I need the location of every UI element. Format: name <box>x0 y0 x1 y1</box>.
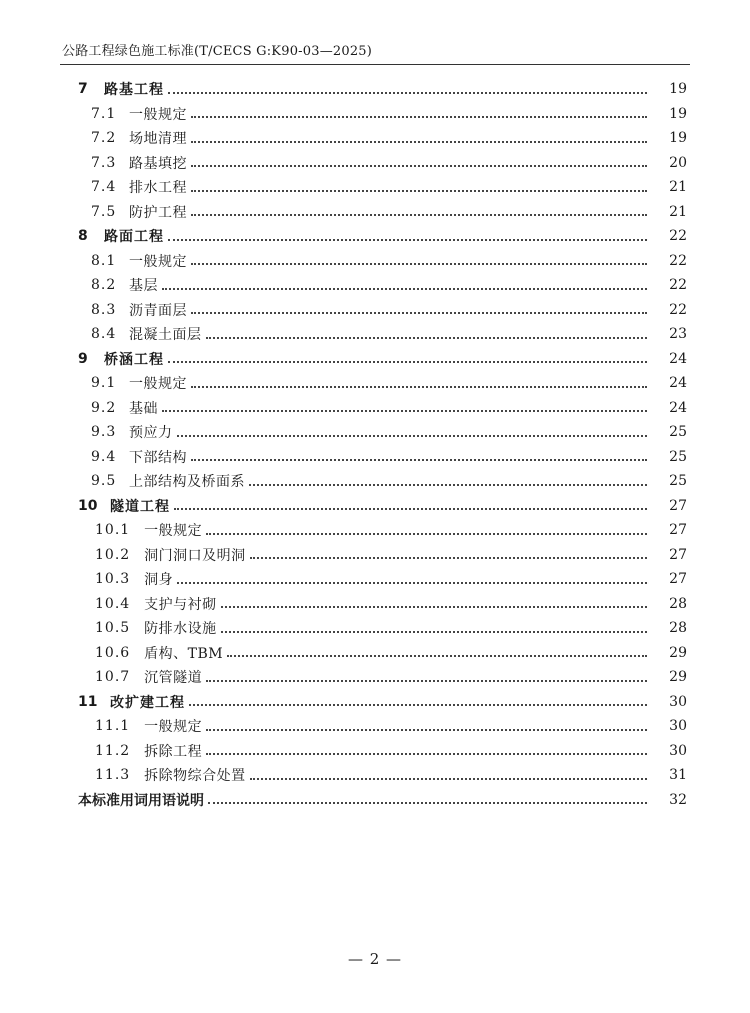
dot-leader <box>221 630 647 633</box>
toc-entry-title: 一般规定 <box>129 376 187 393</box>
toc-chapter-entry[interactable] <box>0 494 750 519</box>
toc-entry-title: 盾构、TBM <box>144 645 224 662</box>
header-title: 公路工程绿色施工标准(T/CECS G:K90-03—2025) <box>62 44 373 59</box>
toc-entry-title: 防排水设施 <box>144 621 217 638</box>
toc-entry-number: 7.4 <box>91 179 117 196</box>
dot-leader <box>206 336 648 339</box>
toc-entry-number: 10 <box>78 497 98 514</box>
dot-leader <box>191 164 647 167</box>
toc-entry-title: 上部结构及桥面系 <box>129 474 245 491</box>
toc-section-entry[interactable] <box>0 200 750 225</box>
toc-entry-title: 路面工程 <box>104 229 164 246</box>
toc-section-entry[interactable] <box>0 763 750 788</box>
toc-entry-title: 排水工程 <box>129 180 187 197</box>
toc-entry-page: 30 <box>669 742 687 759</box>
toc-entry-title: 隧道工程 <box>110 498 170 515</box>
toc-entry-page: 29 <box>669 644 687 661</box>
toc-entry-page: 31 <box>669 767 687 784</box>
toc-entry-title: 洞门洞口及明洞 <box>144 547 246 564</box>
dot-leader <box>206 728 647 731</box>
toc-entry-title: 桥涵工程 <box>104 351 164 368</box>
dot-leader <box>191 140 647 143</box>
toc-entry-page: 25 <box>669 424 687 441</box>
dot-leader <box>191 311 647 314</box>
dot-leader <box>177 581 647 584</box>
toc-entry-number: 10.7 <box>95 669 131 686</box>
toc-section-entry[interactable] <box>0 322 750 347</box>
toc-entry-title: 改扩建工程 <box>110 694 185 711</box>
dot-leader <box>250 556 647 559</box>
toc-entry-page: 27 <box>669 497 687 514</box>
dot-leader <box>208 801 647 804</box>
dot-leader <box>206 532 647 535</box>
toc-section-entry[interactable] <box>0 298 750 323</box>
toc-entry-title: 混凝土面层 <box>129 327 202 344</box>
dot-leader <box>189 703 647 706</box>
dot-leader <box>191 189 647 192</box>
toc-entry-title: 场地清理 <box>129 131 187 148</box>
toc-entry-page: 27 <box>669 546 687 563</box>
dot-leader <box>249 483 647 486</box>
toc-entry-title: 支护与衬砌 <box>144 596 217 613</box>
toc-entry-page: 32 <box>669 791 687 808</box>
toc-entry-title: 一般规定 <box>144 719 203 736</box>
toc-entry-number: 11.3 <box>95 767 131 784</box>
toc-entry-number: 9.5 <box>91 473 117 490</box>
toc-entry-title: 防护工程 <box>129 204 187 221</box>
dot-leader <box>168 360 647 363</box>
toc-entry-number: 9.3 <box>91 424 117 441</box>
dot-leader <box>162 287 647 290</box>
toc-entry-number: 8.1 <box>91 252 117 269</box>
toc-section-entry[interactable] <box>0 445 750 470</box>
toc-entry-page: 21 <box>669 179 687 196</box>
toc-entry-title: 路基填挖 <box>129 155 187 172</box>
toc-entry-title: 拆除物综合处置 <box>144 768 246 785</box>
toc-section-entry[interactable] <box>0 714 750 739</box>
toc-entry-number: 7.2 <box>91 130 117 147</box>
dot-leader <box>168 238 647 241</box>
toc-section-entry[interactable] <box>0 665 750 690</box>
toc-entry-number: 10.1 <box>95 522 131 539</box>
toc-section-entry[interactable] <box>0 616 750 641</box>
toc-section-entry[interactable] <box>0 151 750 176</box>
toc-chapter-entry[interactable] <box>0 690 750 715</box>
toc-entry-page: 28 <box>669 620 687 637</box>
toc-entry-number: 8.4 <box>91 326 117 343</box>
toc-entry-page: 19 <box>669 81 687 98</box>
toc-entry-number: 9.1 <box>91 375 117 392</box>
toc-entry-title: 一般规定 <box>129 106 187 123</box>
toc-entry-title: 路基工程 <box>104 82 164 99</box>
page-number: — 2 — <box>347 950 403 968</box>
toc-section-entry[interactable] <box>0 102 750 127</box>
toc-entry-page: 22 <box>669 301 687 318</box>
toc-entry-page: 30 <box>669 693 687 710</box>
dot-leader <box>191 458 647 461</box>
toc-entry-page: 30 <box>669 718 687 735</box>
dot-leader <box>250 777 647 780</box>
toc-section-entry[interactable] <box>0 249 750 274</box>
toc-entry-number: 8.2 <box>91 277 117 294</box>
dot-leader <box>206 679 647 682</box>
toc-entry-page: 25 <box>669 473 687 490</box>
toc-entry-number: 7.1 <box>91 105 117 122</box>
toc-section-entry[interactable] <box>0 641 750 666</box>
dot-leader <box>191 262 647 265</box>
toc-entry-page: 27 <box>669 522 687 539</box>
dot-leader <box>191 385 647 388</box>
toc-entry-number: 8 <box>78 228 88 245</box>
toc-section-entry[interactable] <box>0 567 750 592</box>
toc-entry-page: 19 <box>669 130 687 147</box>
toc-entry-title: 洞身 <box>144 572 174 589</box>
toc-entry-page: 28 <box>669 595 687 612</box>
toc-section-entry[interactable] <box>0 543 750 568</box>
toc-entry-page: 24 <box>669 350 687 367</box>
toc-entry-page: 24 <box>669 399 687 416</box>
toc-entry-title: 预应力 <box>129 425 173 442</box>
toc-entry-number: 7 <box>78 81 88 98</box>
toc-section-entry[interactable] <box>0 420 750 445</box>
toc-entry-number: 10.4 <box>95 595 131 612</box>
running-header <box>60 38 690 65</box>
toc-entry-page: 22 <box>669 252 687 269</box>
dot-leader <box>206 752 647 755</box>
toc-entry-page: 29 <box>669 669 687 686</box>
toc-entry-title: 下部结构 <box>129 449 187 466</box>
toc-entry-page: 24 <box>669 375 687 392</box>
toc-section-entry[interactable] <box>0 739 750 764</box>
toc-section-entry[interactable] <box>0 126 750 151</box>
toc-section-entry[interactable] <box>0 371 750 396</box>
toc-entry-number: 11.1 <box>95 718 131 735</box>
toc-entry-number: 7.5 <box>91 203 117 220</box>
toc-chapter-entry[interactable] <box>0 347 750 372</box>
toc-entry-title: 基础 <box>129 400 158 417</box>
toc-entry-page: 22 <box>669 277 687 294</box>
toc-entry-page: 23 <box>669 326 687 343</box>
toc-entry-page: 27 <box>669 571 687 588</box>
dot-leader <box>177 434 648 437</box>
toc-entry-page: 22 <box>669 228 687 245</box>
toc-section-entry[interactable] <box>0 175 750 200</box>
toc-entry-number: 10.2 <box>95 546 131 563</box>
toc-entry-title: 基层 <box>129 278 158 295</box>
toc-entry-page: 21 <box>669 203 687 220</box>
toc-section-entry[interactable] <box>0 396 750 421</box>
dot-leader <box>191 213 647 216</box>
toc-entry-page: 20 <box>669 154 687 171</box>
toc-appendix-entry[interactable] <box>0 788 750 813</box>
toc-section-entry[interactable] <box>0 469 750 494</box>
dot-leader <box>168 91 647 94</box>
dot-leader <box>227 654 647 657</box>
toc-section-entry[interactable] <box>0 273 750 298</box>
dot-leader <box>221 605 647 608</box>
table-of-contents <box>0 77 750 812</box>
toc-entry-number: 9 <box>78 350 88 367</box>
toc-entry-title: 一般规定 <box>129 253 187 270</box>
toc-entry-page: 19 <box>669 105 687 122</box>
toc-section-entry[interactable] <box>0 592 750 617</box>
toc-entry-number: 10.6 <box>95 644 131 661</box>
toc-entry-title: 沥青面层 <box>129 302 187 319</box>
toc-entry-number: 10.5 <box>95 620 131 637</box>
dot-leader <box>174 507 647 510</box>
toc-entry-title: 本标准用词用语说明 <box>78 792 204 809</box>
toc-entry-page: 25 <box>669 448 687 465</box>
toc-entry-title: 沉管隧道 <box>144 670 203 687</box>
toc-entry-number: 11.2 <box>95 742 131 759</box>
toc-entry-number: 10.3 <box>95 571 131 588</box>
toc-entry-number: 7.3 <box>91 154 117 171</box>
toc-entry-number: 9.2 <box>91 399 117 416</box>
toc-chapter-entry[interactable] <box>0 224 750 249</box>
toc-entry-title: 拆除工程 <box>144 743 203 760</box>
dot-leader <box>191 115 647 118</box>
toc-entry-title: 一般规定 <box>144 523 203 540</box>
toc-chapter-entry[interactable] <box>0 77 750 102</box>
toc-entry-number: 9.4 <box>91 448 117 465</box>
toc-entry-number: 8.3 <box>91 301 117 318</box>
toc-section-entry[interactable] <box>0 518 750 543</box>
dot-leader <box>162 409 647 412</box>
toc-entry-number: 11 <box>78 693 98 710</box>
